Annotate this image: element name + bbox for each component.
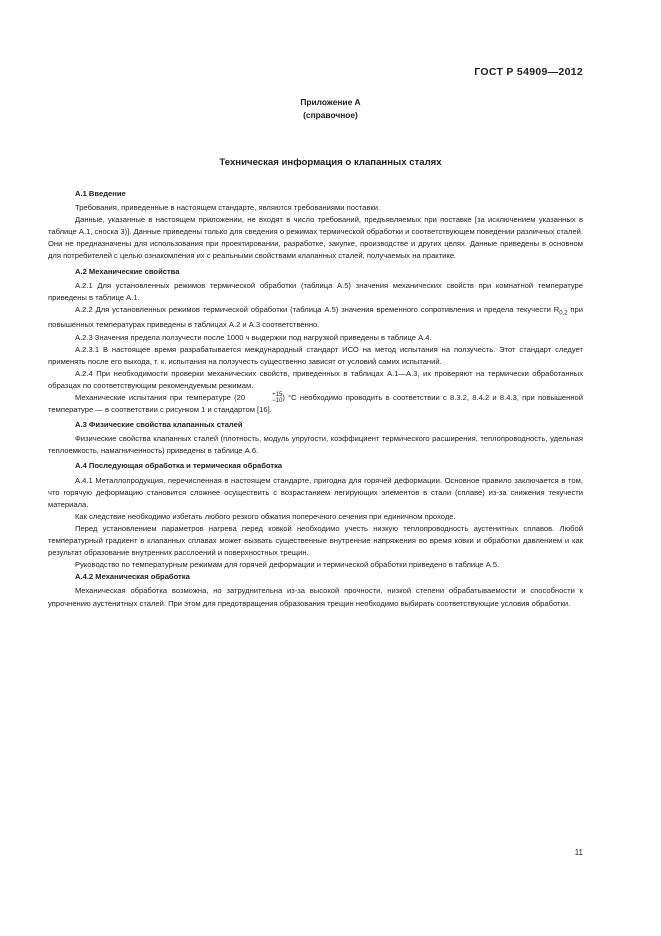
appendix-label: Приложение А	[300, 97, 361, 107]
paragraph: Как следствие необходимо избегать любого резкого обжатия поперечного сечения при единичном проходе.	[75, 511, 456, 521]
paragraph: Перед установлением параметров нагрева перед ковкой необходимо учесть низкую теплопроводность аустенитных сплавов. Любой температурный градиент в клапанных сплавах может вызвать существенные внутренние напряжения во время ковки и обработки давлением и как результат образование внутренних расслоений и поверхностных трещин.	[48, 523, 583, 558]
section-heading-a3: А.3 Физические свойства клапанных сталей	[75, 420, 243, 430]
appendix-header	[0, 96, 661, 122]
paragraph: А.2.3.1 В настоящее время разрабатывается международный стандарт ИСО на метод испытания на ползучесть. Этот стандарт следует применять после его выхода, т. к. испытания на ползучесть существенно зависят от условий самих испытаний.	[48, 344, 583, 366]
text-fragment: при повышенных температурах приведены в таблицах А.2 и А.3 соответственно.	[48, 304, 584, 330]
paragraph: Физические свойства клапанных сталей (плотность, модуль упругости, коэффициент термического расширения, теплопроводность, удельная теплоемкость, намагниченность) приведены в таблице А.6.	[48, 434, 583, 456]
subscript: −10	[272, 398, 283, 405]
paragraph: Данные, указанные в настоящем приложении, не входят в число требований, предъявляемых при поставке [за исключением указанных в таблице А.1, сноска 3)]. Данные приведены только для сведения о режимах термической обработки и соответствующем поведении различных сталей. Они не предназначены для использования при проектировании, разработке, закупке, производстве и других целях. Данные приведены в основном для потребителей с целью ознакомления их с реальными свойствами клапанных сталей, получаемых на практике.	[48, 215, 583, 261]
paragraph: Руководство по температурным режимам для горячей деформации и термической обработки приведено в таблице А.5.	[75, 560, 500, 570]
subscript: 0,2	[559, 310, 568, 317]
paragraph	[48, 392, 583, 416]
paragraph	[48, 304, 583, 332]
document-body	[48, 188, 583, 610]
text-fragment: ) °С необходимо проводить в соответствии с 8.3.2, 8.4.2 и 8.4.3, при повышенной температуре — в соответствии с рисунком 1 и стандартом [16].	[48, 393, 583, 415]
paragraph: А.2.1 Для установленных режимов термической обработки (таблица А.5) значения механических свойств при комнатной температуре приведены в таблице А.1.	[48, 280, 583, 302]
section-heading-a4: А.4 Последующая обработка и термическая обработка	[75, 461, 283, 471]
standard-number: ГОСТ Р 54909—2012	[474, 66, 583, 78]
document-title: Техническая информация о клапанных сталях	[219, 157, 442, 168]
section-heading-a2: А.2 Механические свойства	[75, 266, 180, 276]
section-heading-a1: А.1 Введение	[75, 189, 126, 198]
appendix-note: (справочное)	[303, 110, 358, 120]
text-fragment: А.2.2 Для установленных режимов термической обработки (таблица А.5) значения временного сопротивления и предела текучести R	[75, 304, 560, 314]
paragraph: Требования, приведенные в настоящем стандарте, являются требованиями поставки.	[75, 203, 381, 213]
paragraph: А.2.4 При необходимости проверки механических свойств, приведенных в таблицах А.1—А.3, их проверяют на термически обработанных образцах по соответствующим рекомендуемым режимам.	[48, 368, 583, 390]
page-number: 11	[574, 848, 583, 857]
superscript: +15	[272, 392, 283, 399]
subsection-heading-a42: А.4.2 Механическая обработка	[75, 572, 190, 582]
paragraph: Механическая обработка возможна, но затруднительна из-за высокой прочности, низкой степени обрабатываемости и способности к упрочнению аустенитных сталей. При этом для предотвращения образования трещин необходимо выбирать соответствующие условия обработки.	[48, 586, 583, 608]
tolerance	[245, 392, 282, 404]
paragraph: А.2.3 Значения предела ползучести после 1000 ч выдержки под нагрузкой приведены в таблице А.4.	[75, 332, 432, 342]
paragraph: А.4.1 Металлопродукция, перечисленная в настоящем стандарте, пригодна для горячей деформации. Основное правило заключается в том, что горячую деформацию становится сложнее осуществить с возрастанием легирующих элементов в стали (сплаве) из-за снижения текучести материала.	[48, 475, 583, 509]
text-fragment: Механические испытания при температуре (20	[75, 393, 246, 403]
